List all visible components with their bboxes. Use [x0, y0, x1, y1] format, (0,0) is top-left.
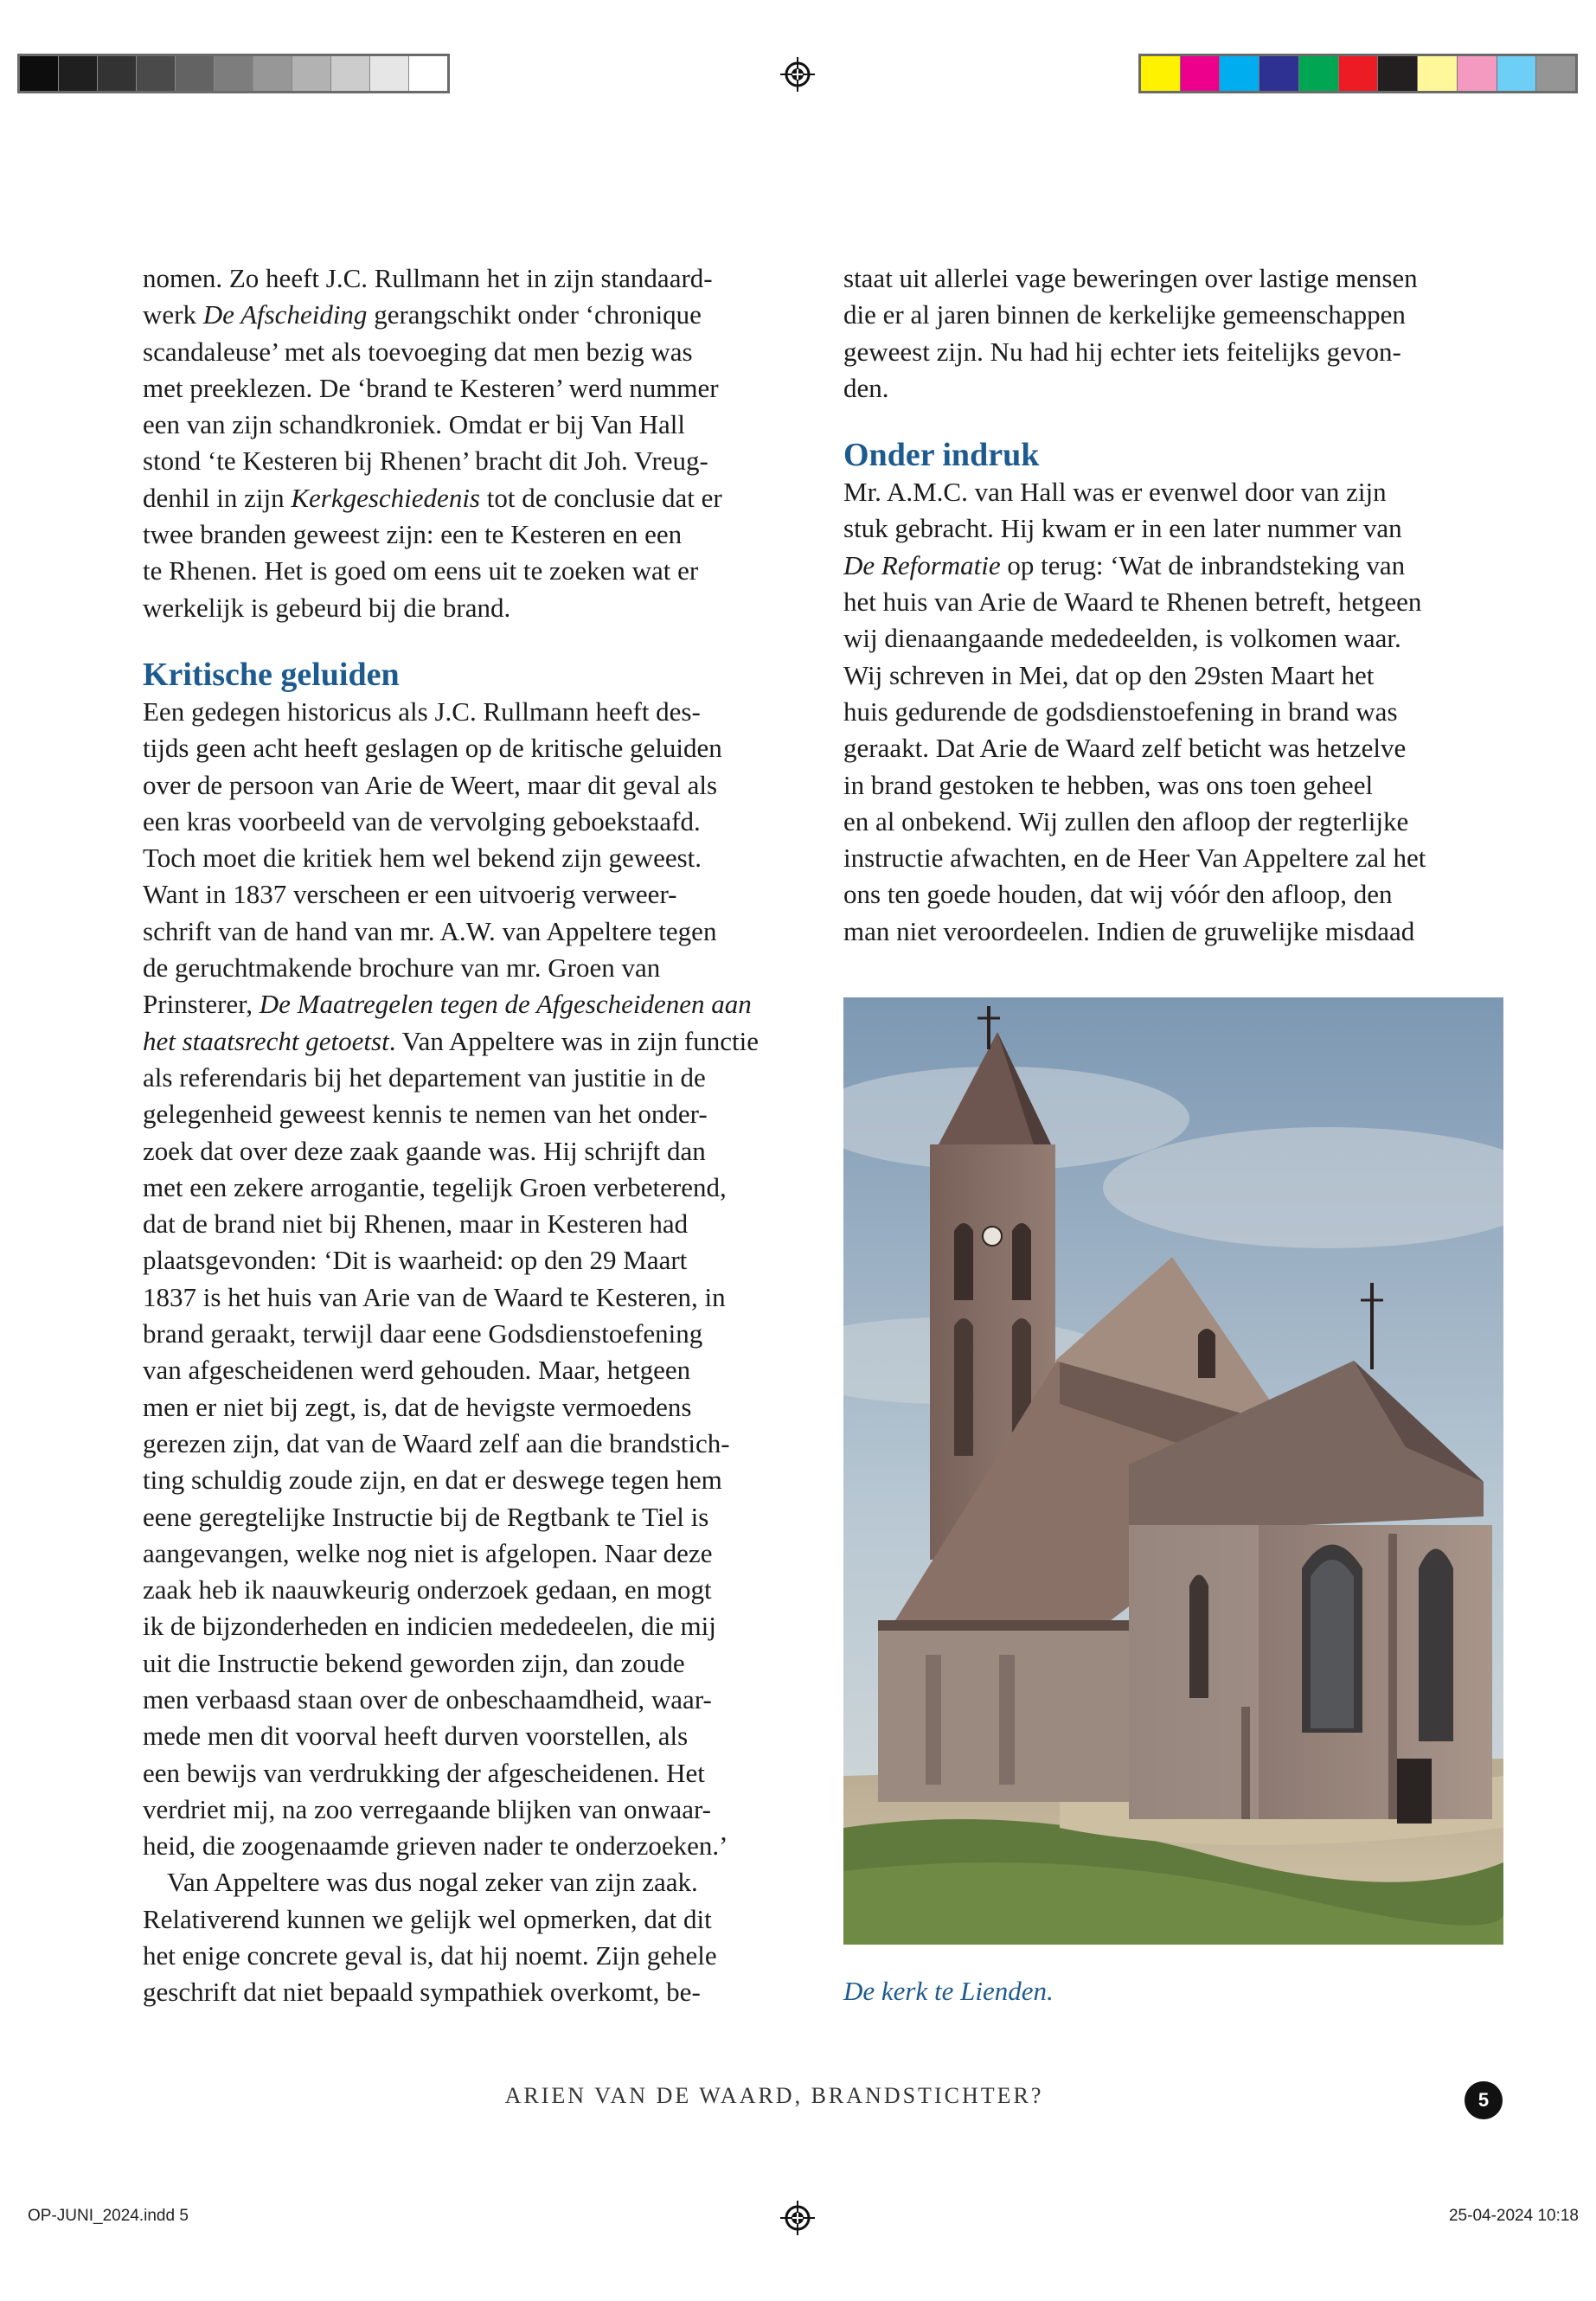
- text-line: Want in 1837 verscheen er een uitvoerig verweer-: [143, 879, 677, 910]
- color-patch: [1299, 56, 1339, 91]
- color-patch: [1339, 56, 1379, 91]
- text-segment: gerangschikt onder ‘chronique: [367, 299, 702, 330]
- grayscale-patch: [370, 56, 409, 91]
- text-line: ons ten goede houden, dat wij vóór den afloop, den: [843, 879, 1393, 910]
- text-line: twee branden geweest zijn: een te Kesteren en een: [143, 519, 683, 550]
- text-line: staat uit allerlei vage beweringen over lastige mensen: [843, 263, 1418, 293]
- page-number-badge: 5: [1465, 2081, 1503, 2119]
- grayscale-patch: [59, 56, 98, 91]
- text-line: Van Appeltere was dus nogal zeker van zijn zaak.: [167, 1867, 698, 1898]
- text-segment: werk: [143, 299, 203, 330]
- text-line: schrift van de hand van mr. A.W. van Appeltere tegen: [143, 915, 717, 946]
- text-line: van afgescheidenen werd gehouden. Maar, hetgeen: [143, 1355, 691, 1386]
- text-line: [143, 1023, 811, 1060]
- left-text-column: [143, 260, 811, 2011]
- color-calibration-bar: [1138, 54, 1578, 93]
- italic-title: De Reformatie: [843, 549, 1001, 580]
- section-heading-kritische-geluiden: Kritische geluiden: [143, 656, 400, 693]
- text-line: brand geraakt, terwijl daar eene Godsdienstoefening: [143, 1318, 703, 1349]
- text-line: eene geregtelijke Instructie bij de Regtbank te Tiel is: [143, 1501, 709, 1532]
- text-line: men verbaasd staan over de onbeschaamdheid, waar-: [143, 1683, 712, 1715]
- text-segment: op terug: ‘Wat de inbrandsteking van: [1000, 549, 1406, 580]
- italic-title: het staatsrecht getoetst: [143, 1025, 389, 1056]
- text-line: Een gedegen historicus als J.C. Rullmann heeft des-: [143, 695, 701, 727]
- color-patch: [1259, 56, 1299, 91]
- text-segment: tot de conclusie dat er: [480, 482, 722, 513]
- text-line: gelegenheid geweest kennis te nemen van het onder-: [143, 1099, 708, 1130]
- text-line: het huis van Arie de Waard te Rhenen betreft, hetgeen: [843, 586, 1422, 618]
- left-paragraph-2: [143, 694, 811, 1865]
- text-line: een van zijn schandkroniek. Omdat er bij Van Hall: [143, 409, 685, 440]
- text-line: ik de bijzonderheden en indicien mededeelen, die mij: [143, 1611, 716, 1642]
- text-line: nomen. Zo heeft J.C. Rullmann het in zijn standaard-: [143, 263, 713, 293]
- text-line: verdriet mij, na zoo verregaande blijken van onwaar-: [143, 1793, 711, 1824]
- grayscale-patch: [331, 56, 370, 91]
- text-line: geraakt. Dat Arie de Waard zelf beticht was hetzelve: [843, 733, 1407, 764]
- left-paragraph-3: [143, 1864, 811, 2010]
- text-line: dat de brand niet bij Rhenen, maar in Kesteren had: [143, 1208, 689, 1240]
- text-line: ting schuldig zoude zijn, en dat er deswege tegen hem: [143, 1465, 722, 1496]
- registration-mark-bottom-icon: [780, 2201, 815, 2235]
- text-line: man niet veroordeelen. Indien de gruwelijke misdaad: [843, 915, 1415, 946]
- registration-mark-top-icon: [780, 57, 815, 92]
- grayscale-patch: [409, 56, 447, 91]
- text-line: [843, 548, 1514, 584]
- text-line: [143, 986, 811, 1022]
- text-line: een kras voorbeeld van de vervolging geboekstaafd.: [143, 805, 701, 836]
- slug-file-info: OP-JUNI_2024.indd 5: [28, 2207, 189, 2225]
- text-segment: denhil in zijn: [143, 482, 292, 513]
- text-segment: . Van Appeltere was in zijn functie: [388, 1025, 759, 1056]
- text-line: huis gedurende de godsdienstoefening in brand was: [843, 695, 1398, 727]
- color-patch: [1220, 56, 1259, 91]
- church-illustration: [843, 997, 1503, 1945]
- text-line: met preeklezen. De ‘brand te Kesteren’ werd nummer: [143, 372, 719, 403]
- text-line: geschrift dat niet bepaald sympathiek overkomt, be-: [143, 1977, 701, 2008]
- right-text-column: [843, 260, 1514, 950]
- text-line: Wij schreven in Mei, dat op den 29sten Maart het: [843, 659, 1375, 690]
- left-paragraph-1: [143, 260, 811, 626]
- text-line: wij dienaangaande mededeelden, is volkomen waar.: [843, 623, 1401, 654]
- grayscale-patch: [292, 56, 331, 91]
- text-line: zoek dat over deze zaak gaande was. Hij schrijft dan: [143, 1135, 706, 1166]
- italic-title: De Afscheiding: [202, 299, 368, 330]
- text-line: [143, 297, 811, 333]
- text-line: tijds geen acht heeft geslagen op de kritische geluiden: [143, 733, 722, 764]
- text-line: heid, die zoogenaamde grieven nader te onderzoeken.’: [143, 1830, 728, 1862]
- text-segment: Prinsterer,: [143, 989, 260, 1020]
- text-line: te Rhenen. Het is goed om eens uit te zoeken wat er: [143, 555, 699, 586]
- running-title: ARIEN VAN DE WAARD, BRANDSTICHTER?: [504, 2083, 1044, 2108]
- text-line: geweest zijn. Nu had hij echter iets feitelijks gevon-: [843, 336, 1401, 367]
- text-line: instructie afwachten, en de Heer Van Appeltere zal het: [843, 843, 1426, 874]
- text-line: de geruchtmakende brochure van mr. Groen van: [143, 952, 661, 984]
- text-line: met een zekere arrogantie, tegelijk Groen verbeterend,: [143, 1171, 727, 1202]
- text-line: mede men dit voorval heeft durven voorstellen, als: [143, 1721, 689, 1752]
- italic-title: De Maatregelen tegen de Afgescheidenen aan: [259, 989, 752, 1020]
- text-line: plaatsgevonden: ‘Dit is waarheid: op den 29 Maart: [143, 1245, 688, 1276]
- text-line: Mr. A.M.C. van Hall was er evenwel door van zijn: [843, 477, 1387, 508]
- grayscale-patch: [98, 56, 137, 91]
- text-line: over de persoon van Arie de Weert, maar dit geval als: [143, 769, 718, 800]
- slug-date-time: 25-04-2024 10:18: [1448, 2207, 1579, 2225]
- text-line: die er al jaren binnen de kerkelijke gemeenschappen: [843, 299, 1406, 330]
- color-patch: [1141, 56, 1181, 91]
- grayscale-patch: [253, 56, 292, 91]
- text-line: [143, 480, 811, 516]
- grayscale-patch: [215, 56, 253, 91]
- italic-title: Kerkgeschiedenis: [291, 482, 480, 513]
- color-patch: [1536, 56, 1575, 91]
- grayscale-patch: [20, 56, 59, 91]
- color-patch: [1418, 56, 1458, 91]
- right-paragraph-2: [843, 474, 1514, 950]
- grayscale-patch: [176, 56, 215, 91]
- text-line: en al onbekend. Wij zullen den afloop der regterlijke: [843, 805, 1409, 836]
- photo-caption: De kerk te Lienden.: [843, 1976, 1054, 2006]
- text-line: gerezen zijn, dat van de Waard zelf aan die brandstich-: [143, 1427, 730, 1458]
- text-line: stond ‘te Kesteren bij Rhenen’ bracht dit Joh. Vreug-: [143, 445, 708, 477]
- text-line: 1837 is het huis van Arie van de Waard te Kesteren, in: [143, 1281, 726, 1312]
- color-patch: [1378, 56, 1418, 91]
- text-line: Relativerend kunnen we gelijk wel opmerken, dat dit: [143, 1903, 712, 1934]
- grayscale-patch: [137, 56, 176, 91]
- right-paragraph-1: [843, 260, 1514, 407]
- text-line: aangevangen, welke nog niet is afgelopen. Naar deze: [143, 1537, 713, 1568]
- text-line: een bewijs van verdrukking der afgescheidenen. Het: [143, 1757, 705, 1788]
- text-line: men er niet bij zegt, is, dat de hevigste vermoedens: [143, 1391, 692, 1422]
- text-line: zaak heb ik naauwkeurig onderzoek gedaan, en mogt: [143, 1574, 712, 1606]
- text-line: den.: [843, 372, 889, 403]
- church-photo: [843, 997, 1503, 1945]
- color-patch: [1458, 56, 1497, 91]
- color-patch: [1181, 56, 1221, 91]
- text-line: werkelijk is gebeurd bij die brand.: [143, 592, 511, 623]
- section-heading-onder-indruk: Onder indruk: [843, 437, 1040, 474]
- text-line: scandaleuse’ met als toevoeging dat men bezig was: [143, 336, 693, 367]
- text-line: uit die Instructie bekend geworden zijn, dan zoude: [143, 1647, 685, 1678]
- color-patch: [1497, 56, 1537, 91]
- text-line: stuk gebracht. Hij kwam er in een later nummer van: [843, 513, 1402, 544]
- text-line: in brand gestoken te hebben, was ons toen geheel: [843, 769, 1374, 800]
- grayscale-calibration-bar: [17, 54, 450, 93]
- text-line: als referendaris bij het departement van justitie in de: [143, 1061, 706, 1093]
- text-line: het enige concrete geval is, dat hij noemt. Zijn gehele: [143, 1940, 717, 1971]
- text-line: Toch moet die kritiek hem wel bekend zijn geweest.: [143, 843, 702, 874]
